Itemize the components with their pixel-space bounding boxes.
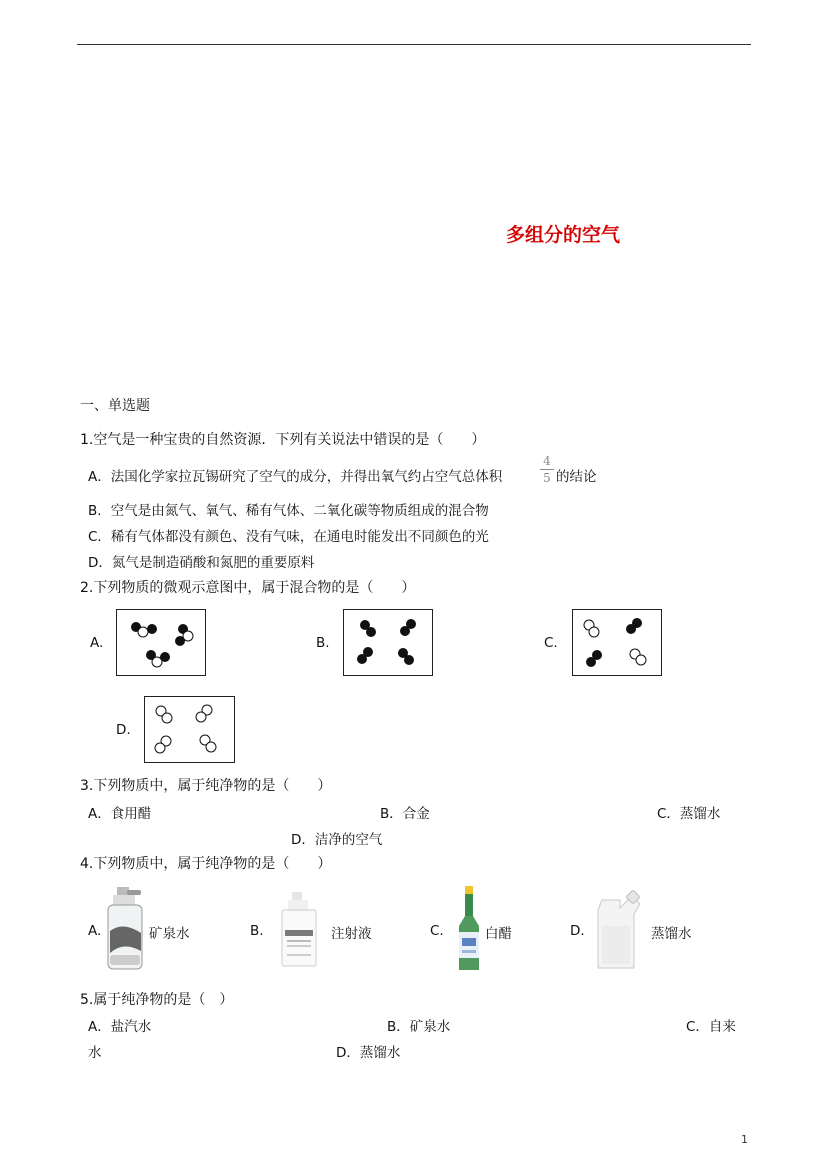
- q1-stem: 1.空气是一种宝贵的自然资源．下列有关说法中错误的是（ ）: [80, 432, 486, 448]
- section-heading: 一、单选题: [80, 398, 150, 414]
- white-vinegar-bottle-image: [455, 884, 483, 974]
- header-rule: [77, 44, 751, 45]
- q4-stem: 4.下列物质中，属于纯净物的是（ ）: [80, 856, 332, 872]
- document-title: 多组分的空气: [506, 224, 621, 246]
- q4-option-d-letter: D.: [570, 923, 585, 939]
- page-number: 1: [741, 1133, 748, 1146]
- q1-fraction-bar: [540, 469, 554, 470]
- q1-option-b: B．空气是由氮气、氧气、稀有气体、二氧化碳等物质组成的混合物: [88, 503, 489, 519]
- q1-option-d: D．氮气是制造硝酸和氮肥的重要原料: [88, 555, 315, 571]
- q2-molecule-diagram-a: [116, 609, 206, 676]
- q2-option-b-letter: B.: [316, 635, 330, 651]
- q3-option-c: C．蒸馏水: [657, 806, 721, 822]
- q5-option-b: B．矿泉水: [387, 1019, 451, 1035]
- q3-option-b: B．合金: [380, 806, 430, 822]
- q2-molecule-diagram-b: [343, 609, 433, 676]
- q4-option-a-letter: A.: [88, 923, 102, 939]
- q2-molecule-diagram-d: [144, 696, 235, 763]
- q2-option-a-letter: A.: [90, 635, 104, 651]
- q1-fraction-numerator: 4: [543, 454, 551, 468]
- q4-option-b-letter: B.: [250, 923, 264, 939]
- q5-option-d: D．蒸馏水: [336, 1045, 401, 1061]
- q4-option-c-label: 白醋: [485, 926, 512, 942]
- black-diatomic-molecules-diagram: [344, 610, 432, 675]
- q1-fraction: [540, 454, 554, 485]
- q3-stem: 3.下列物质中，属于纯净物的是（ ）: [80, 778, 332, 794]
- q4-option-b-label: 注射液: [331, 926, 372, 942]
- mixture-molecules-diagram: [117, 610, 205, 675]
- injection-fluid-bottle-image: [280, 888, 320, 968]
- q4-option-c-letter: C.: [430, 923, 444, 939]
- distilled-water-bag-image: [594, 886, 646, 972]
- q1-option-c: C．稀有气体都没有颜色、没有气味，在通电时能发出不同颜色的光: [88, 529, 489, 545]
- q2-option-c-letter: C.: [544, 635, 558, 651]
- q5-option-c-continued: 水: [88, 1045, 102, 1061]
- q1-option-a: A．法国化学家拉瓦锡研究了空气的成分，并得出氧气约占空气总体积: [88, 469, 503, 485]
- q5-option-c: C．自来: [686, 1019, 736, 1035]
- q4-option-d-label: 蒸馏水: [651, 926, 692, 942]
- q1-option-a-tail: 的结论: [556, 469, 597, 485]
- mineral-water-bottle-image: [105, 885, 151, 971]
- q3-option-a: A．食用醋: [88, 806, 152, 822]
- q2-stem: 2.下列物质的微观示意图中，属于混合物的是（ ）: [80, 580, 416, 596]
- q2-option-d-letter: D.: [116, 722, 131, 738]
- white-diatomic-molecules-diagram: [145, 697, 234, 762]
- q2-molecule-diagram-c: [572, 609, 662, 676]
- two-element-molecules-diagram: [573, 610, 661, 675]
- q1-fraction-denominator: 5: [543, 471, 551, 485]
- q4-option-a-label: 矿泉水: [149, 926, 190, 942]
- q5-stem: 5.属于纯净物的是（ ）: [80, 992, 234, 1008]
- q3-option-d: D．洁净的空气: [291, 832, 383, 848]
- q5-option-a: A．盐汽水: [88, 1019, 152, 1035]
